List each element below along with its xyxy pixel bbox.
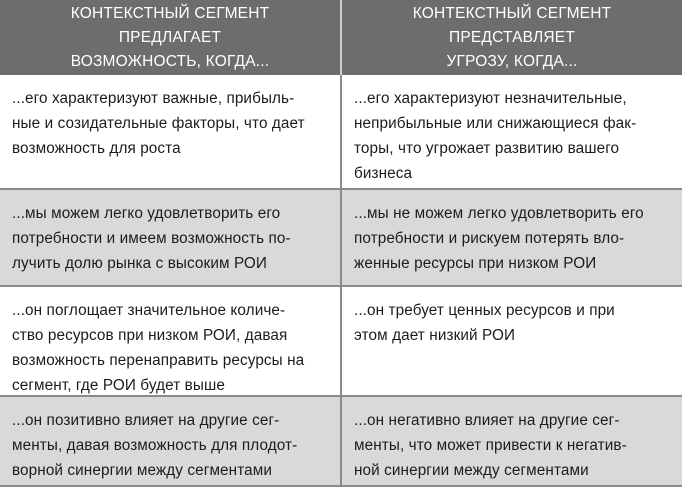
cell-threat: ...он требует ценных ресурсов и при этом дает низкий РОИ: [354, 302, 615, 344]
table-header: [0, 0, 682, 75]
table-row: [0, 287, 682, 395]
header-opportunity-text: КОНТЕКСТНЫЙ СЕГМЕНТ ПРЕДЛАГАЕТ ВОЗМОЖНОСТЬ, КОГДА...: [70, 4, 270, 70]
table-row: [0, 190, 682, 285]
cell-threat: ...его характеризуют незначительные, неприбыльные или снижающиеся фак- торы, что угрожает развитию вашего бизнеса: [354, 90, 637, 182]
cell-opportunity: ...он позитивно влияет на другие сег- менты, давая возможность для плодот- ворной синергии между сегментами: [12, 412, 298, 479]
cell-threat: ...мы не можем легко удовлетворить его потребности и рискуем потерять вло- женные ресурсы при низком РОИ: [354, 205, 644, 272]
header-opportunity: [0, 0, 340, 75]
table-row: [0, 397, 682, 485]
cell-opportunity: ...он поглощает значительное количе- ство ресурсов при низком РОИ, давая возможность перенаправить ресурсы на сегмент, где РОИ будет выше: [12, 302, 305, 394]
header-threat-text: КОНТЕКСТНЫЙ СЕГМЕНТ ПРЕДСТАВЛЯЕТ УГРОЗУ, КОГДА...: [412, 4, 612, 70]
header-threat: [342, 0, 682, 75]
cell-threat: ...он негативно влияет на другие сег- менты, что может привести к негатив- ной синергии между сегментами: [354, 412, 627, 479]
table-row: [0, 75, 682, 188]
cell-opportunity: ...его характеризуют важные, прибыль- ные и созидательные факторы, что дает возможность для роста: [12, 90, 305, 157]
cell-opportunity: ...мы можем легко удовлетворить его потребности и имеем возможность по- лучить долю рынка с высоким РОИ: [12, 205, 291, 272]
